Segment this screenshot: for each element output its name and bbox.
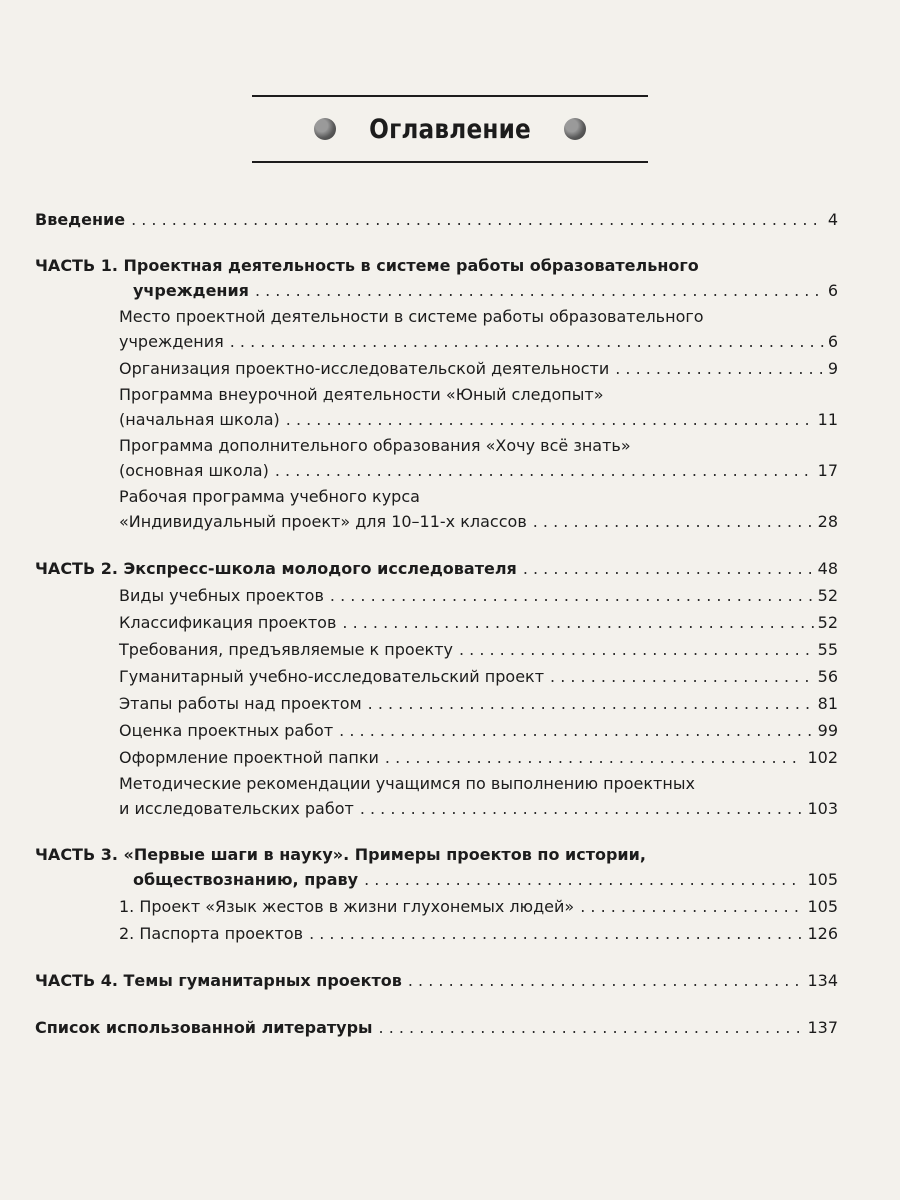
toc-entry-line: ЧАСТЬ 4. Темы гуманитарных проектов	[35, 971, 402, 990]
page-title: Оглавление	[369, 113, 531, 145]
toc-page-number: 105	[807, 870, 838, 889]
toc-subsection-entry	[119, 718, 838, 743]
toc-entry-line: Виды учебных проектов	[119, 586, 324, 605]
toc-section-entry	[35, 968, 838, 993]
toc-page-number: 52	[817, 613, 838, 632]
toc-entry-line: «Индивидуальный проект» для 10–11-х классов	[119, 512, 527, 531]
toc-section-entry	[35, 207, 838, 232]
toc-page-number: 126	[807, 924, 838, 943]
toc-entry-line: Методические рекомендации учащимся по выполнению проектных	[119, 774, 695, 793]
toc-entry-line: Гуманитарный учебно-исследовательский проект	[119, 667, 545, 686]
toc-entry-line: Программа внеурочной деятельности «Юный следопыт»	[119, 385, 604, 404]
toc-subsection-entry	[119, 305, 838, 354]
toc-entry-line: ЧАСТЬ 1. Проектная деятельность в системе работы образовательного	[35, 256, 699, 275]
toc-subsection-entry	[119, 356, 838, 381]
toc-subsection-entry	[119, 583, 838, 608]
toc-section-entry	[35, 843, 838, 892]
dot-leader	[339, 718, 813, 743]
toc-page-number: 56	[817, 667, 838, 686]
toc-page-number: 81	[817, 694, 838, 713]
toc-heading	[252, 95, 648, 163]
dot-leader	[360, 796, 804, 821]
dot-leader	[533, 509, 814, 534]
toc-page-number: 103	[807, 799, 838, 818]
toc-section-entry	[35, 1015, 838, 1040]
toc-page-number: 52	[817, 586, 838, 605]
toc-entry-line: ЧАСТЬ 3. «Первые шаги в науку». Примеры проектов по истории,	[35, 845, 646, 864]
toc-subsection-entry	[119, 664, 838, 689]
toc-entry-line: обществознанию, праву	[133, 870, 359, 889]
toc-page-number: 105	[807, 897, 838, 916]
toc-subsection-entry	[119, 921, 838, 946]
toc-entry-line: Место проектной деятельности в системе работы образовательного	[119, 307, 704, 326]
dot-leader	[379, 1015, 804, 1040]
toc-subsection-entry	[119, 772, 838, 821]
toc-entry-line: Оформление проектной папки	[119, 748, 379, 767]
toc-entry-line: и исследовательских работ	[119, 799, 354, 818]
toc-entry-line: Классификация проектов	[119, 613, 337, 632]
dot-leader	[255, 278, 824, 303]
dot-leader	[615, 356, 824, 381]
toc-page-number: 6	[827, 332, 838, 351]
toc-entry-line: Требования, предъявляемые к проекту	[119, 640, 453, 659]
toc-entry-line: (начальная школа)	[119, 410, 280, 429]
toc-entry-line: Оценка проектных работ	[119, 721, 334, 740]
toc-entry-line: Введение	[35, 210, 126, 229]
table-of-contents	[35, 207, 838, 1040]
toc-page-number: 48	[817, 559, 838, 578]
toc-entry-line: Рабочая программа учебного курса	[119, 487, 420, 506]
dot-leader	[368, 691, 814, 716]
dot-leader	[131, 207, 824, 232]
toc-subsection-entry	[119, 637, 838, 662]
dot-leader	[286, 407, 814, 432]
dot-leader	[459, 637, 814, 662]
toc-page-number: 4	[827, 210, 838, 229]
toc-subsection-entry	[119, 383, 838, 432]
toc-subsection-entry	[119, 894, 838, 919]
toc-entry-line: Программа дополнительного образования «Хочу всё знать»	[119, 436, 631, 455]
toc-page-number: 17	[817, 461, 838, 480]
dot-leader	[580, 894, 803, 919]
toc-entry-line: Организация проектно-исследовательской деятельности	[119, 359, 610, 378]
toc-section-entry	[35, 254, 838, 303]
toc-entry-line: учреждения	[119, 332, 224, 351]
toc-page-number: 55	[817, 640, 838, 659]
dot-leader	[330, 583, 814, 608]
toc-subsection-entry	[119, 745, 838, 770]
dot-leader	[550, 664, 814, 689]
dot-leader	[275, 458, 814, 483]
toc-subsection-entry	[119, 485, 838, 534]
dot-leader	[385, 745, 804, 770]
toc-entry-line: 1. Проект «Язык жестов в жизни глухонемых людей»	[119, 897, 575, 916]
toc-entry-line: (основная школа)	[119, 461, 269, 480]
toc-section-entry	[35, 556, 838, 581]
toc-entry-line: 2. Паспорта проектов	[119, 924, 304, 943]
toc-page-number: 137	[807, 1018, 838, 1037]
toc-entry-line: Этапы работы над проектом	[119, 694, 362, 713]
dot-leader	[523, 556, 814, 581]
toc-page-number: 28	[817, 512, 838, 531]
toc-entry-line: ЧАСТЬ 2. Экспресс-школа молодого исследователя	[35, 559, 517, 578]
toc-page-number: 9	[827, 359, 838, 378]
toc-page-number: 134	[807, 971, 838, 990]
toc-entry-line: Список использованной литературы	[35, 1018, 373, 1037]
dot-leader	[342, 610, 813, 635]
toc-page-number: 11	[817, 410, 838, 429]
toc-page-number: 6	[827, 281, 838, 300]
toc-entry-line: учреждения	[133, 281, 249, 300]
dot-leader	[309, 921, 803, 946]
dot-leader	[408, 968, 804, 993]
right-bullet-icon	[564, 118, 586, 140]
toc-subsection-entry	[119, 610, 838, 635]
left-bullet-icon	[314, 118, 336, 140]
dot-leader	[230, 329, 824, 354]
dot-leader	[364, 867, 803, 892]
toc-page-number: 99	[817, 721, 838, 740]
toc-subsection-entry	[119, 691, 838, 716]
toc-subsection-entry	[119, 434, 838, 483]
toc-page-number: 102	[807, 748, 838, 767]
